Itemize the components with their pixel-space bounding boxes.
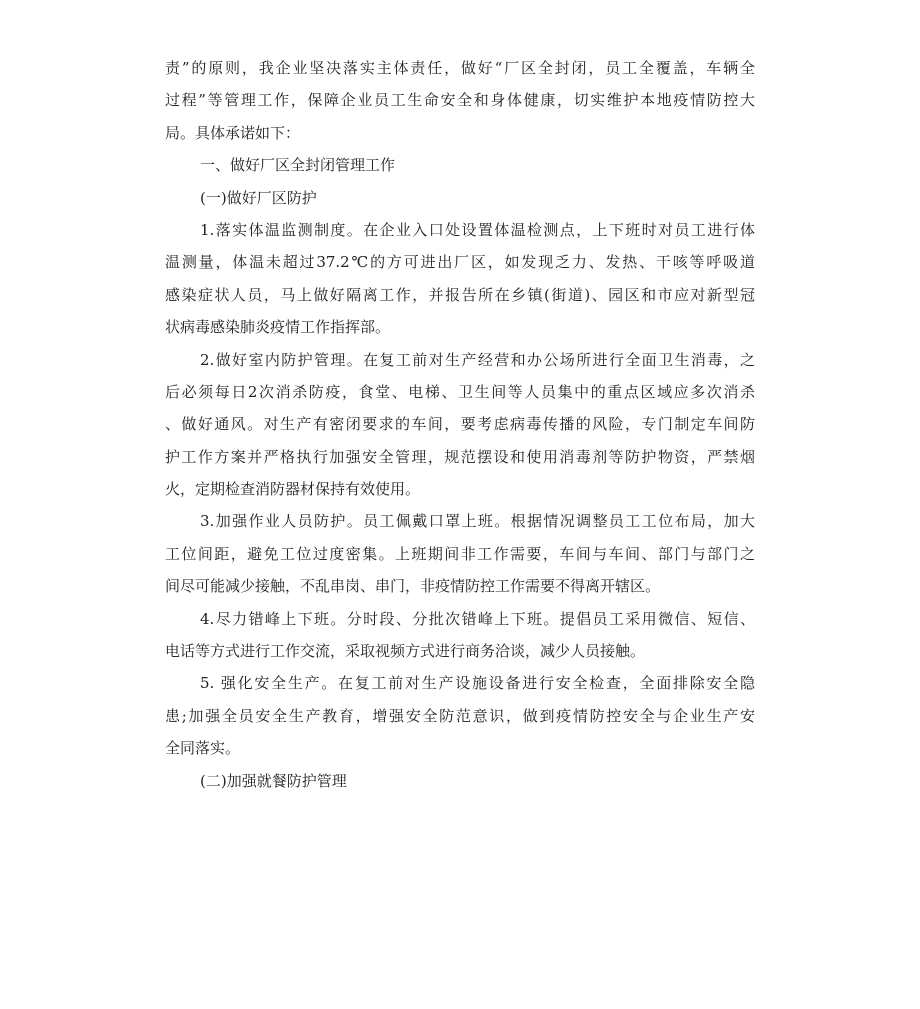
section-heading-text: 一、做好厂区全封闭管理工作 xyxy=(200,156,396,175)
text-line: 3.加强作业人员防护。员工佩戴口罩上班。根据情况调整员工工位布局，加大 xyxy=(200,512,755,531)
text-line: 间尽可能减少接触，不乱串岗、串门，非疫情防控工作需要不得离开辖区。 xyxy=(165,577,661,596)
text-line: 护工作方案并严格执行加强安全管理，规范摆设和使用消毒剂等防护物资，严禁烟 xyxy=(165,447,755,466)
paragraph-item-4 xyxy=(165,603,755,668)
section-heading xyxy=(165,149,755,181)
text-line: 后必须每日2次消杀防疫，食堂、电梯、卫生间等人员集中的重点区域应多次消杀 xyxy=(165,382,755,401)
paragraph-item-3 xyxy=(165,505,755,602)
text-line: 责”的原则，我企业坚决落实主体责任，做好“厂区全封闭，员工全覆盖，车辆全 xyxy=(165,59,755,77)
paragraph-item-5 xyxy=(165,667,755,764)
text-line: 患;加强全员安全生产教育，增强安全防范意识，做到疫情防控安全与企业生产安 xyxy=(165,706,755,725)
subsection-heading xyxy=(165,765,755,797)
text-line: 感染症状人员，马上做好隔离工作，并报告所在乡镇(街道)、园区和市应对新型冠 xyxy=(165,285,755,304)
text-line: 5. 强化安全生产。在复工前对生产设施设备进行安全检查，全面排除安全隐 xyxy=(200,674,755,693)
text-line: 工位间距，避免工位过度密集。上班期间非工作需要，车间与车间、部门与部门之 xyxy=(165,544,755,563)
text-line: 2.做好室内防护管理。在复工前对生产经营和办公场所进行全面卫生消毒，之 xyxy=(200,350,755,369)
text-line: 状病毒感染肺炎疫情工作指挥部。 xyxy=(165,318,391,337)
text-line: 电话等方式进行工作交流，采取视频方式进行商务洽谈，减少人员接触。 xyxy=(165,642,646,661)
text-line: 火，定期检查消防器材保持有效使用。 xyxy=(165,480,421,499)
paragraph-item-1 xyxy=(165,214,755,344)
text-line: 过程”等管理工作，保障企业员工生命安全和身体健康，切实维护本地疫情防控大 xyxy=(165,91,755,110)
paragraph-item-2 xyxy=(165,344,755,506)
text-line: 4.尽力错峰上下班。分时段、分批次错峰上下班。提倡员工采用微信、短信、 xyxy=(200,609,755,628)
document-body xyxy=(165,52,755,797)
subsection-heading-text: (一)做好厂区防护 xyxy=(200,188,317,207)
text-line: 全同落实。 xyxy=(165,739,241,758)
text-line: 、做好通风。对生产有密闭要求的车间，要考虑病毒传播的风险，专门制定车间防 xyxy=(165,415,755,434)
paragraph-intro xyxy=(165,52,755,149)
subsection-heading xyxy=(165,182,755,214)
text-line: 局。具体承诺如下： xyxy=(165,123,301,142)
subsection-heading-text: (二)加强就餐防护管理 xyxy=(200,771,347,790)
text-line: 1.落实体温监测制度。在企业入口处设置体温检测点，上下班时对员工进行体 xyxy=(200,220,755,239)
text-line: 温测量，体温未超过37.2℃的方可进出厂区，如发现乏力、发热、干咳等呼吸道 xyxy=(165,253,755,272)
